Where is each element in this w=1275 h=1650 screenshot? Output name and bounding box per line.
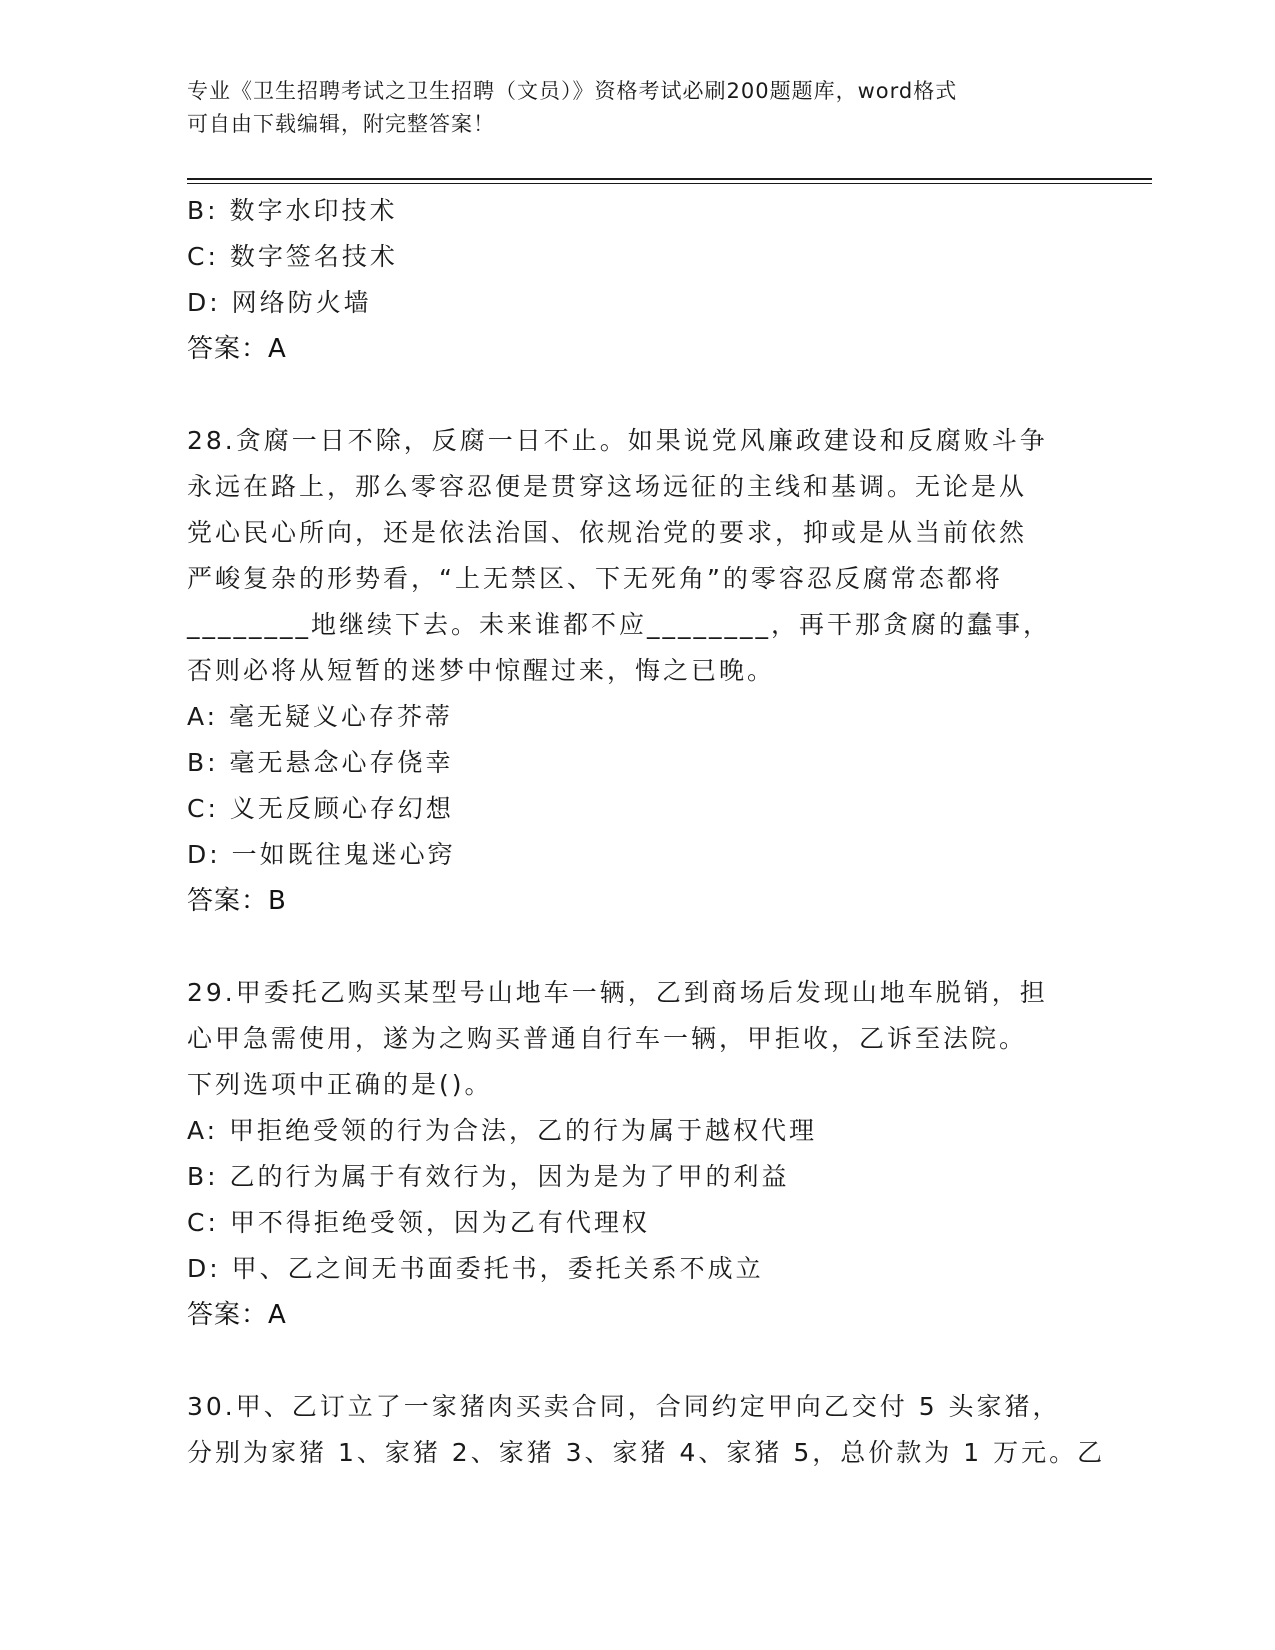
question-stem-line: 心甲急需使用，遂为之购买普通自行车一辆，甲拒收，乙诉至法院。	[187, 1024, 1028, 1053]
question-stem-line: 28.贪腐一日不除，反腐一日不止。如果说党风廉政建设和反腐败斗争	[187, 426, 1048, 455]
spacer	[187, 924, 1087, 970]
header-title-line-2: 可自由下载编辑，附完整答案！	[187, 112, 495, 136]
header-title-line-1: 专业《卫生招聘考试之卫生招聘（文员）》资格考试必刷200题题库，word格式	[187, 79, 958, 103]
page-header	[187, 75, 1067, 141]
question-28	[187, 418, 1087, 924]
question-27-tail	[187, 188, 1087, 372]
option-c: C: 甲不得拒绝受领，因为乙有代理权	[187, 1208, 650, 1237]
option-a: A: 甲拒绝受领的行为合法，乙的行为属于越权代理	[187, 1116, 818, 1145]
option-a: A: 毫无疑义心存芥蒂	[187, 702, 454, 731]
option-c: C: 义无反顾心存幻想	[187, 794, 454, 823]
answer-line: 答案：B	[187, 886, 287, 916]
question-stem-line: 分别为家猪 1、家猪 2、家猪 3、家猪 4、家猪 5，总价款为 1 万元。乙	[187, 1438, 1106, 1467]
spacer	[187, 1338, 1087, 1384]
answer-line: 答案：A	[187, 1300, 287, 1330]
question-stem-line: 党心民心所向，还是依法治国、依规治党的要求，抑或是从当前依然	[187, 518, 1028, 547]
option-b: B: 数字水印技术	[187, 196, 398, 225]
option-d: D: 甲、乙之间无书面委托书，委托关系不成立	[187, 1254, 764, 1283]
option-d: D: 网络防火墙	[187, 288, 372, 317]
question-30	[187, 1384, 1106, 1476]
answer-line: 答案：A	[187, 334, 287, 364]
question-stem-line: 30.甲、乙订立了一家猪肉买卖合同，合同约定甲向乙交付 5 头家猪，	[187, 1392, 1061, 1421]
question-stem-line: 29.甲委托乙购买某型号山地车一辆，乙到商场后发现山地车脱销，担	[187, 978, 1048, 1007]
question-29	[187, 970, 1087, 1338]
question-stem-line: 否则必将从短暂的迷梦中惊醒过来，悔之已晚。	[187, 656, 776, 685]
header-divider-thick	[187, 178, 1152, 180]
question-stem-line: ________地继续下去。未来谁都不应________，再干那贪腐的蠢事，	[187, 610, 1052, 639]
header-divider-thin	[187, 183, 1152, 184]
spacer	[187, 372, 1087, 418]
document-body	[187, 188, 1106, 1476]
option-c: C: 数字签名技术	[187, 242, 398, 271]
option-b: B: 毫无悬念心存侥幸	[187, 748, 454, 777]
question-stem-line: 下列选项中正确的是()。	[187, 1070, 493, 1099]
option-b: B: 乙的行为属于有效行为，因为是为了甲的利益	[187, 1162, 790, 1191]
question-stem-line: 永远在路上，那么零容忍便是贯穿这场远征的主线和基调。无论是从	[187, 472, 1028, 501]
question-stem-line: 严峻复杂的形势看，“上无禁区、下无死角”的零容忍反腐常态都将	[187, 564, 1003, 593]
option-d: D: 一如既往鬼迷心窍	[187, 840, 456, 869]
